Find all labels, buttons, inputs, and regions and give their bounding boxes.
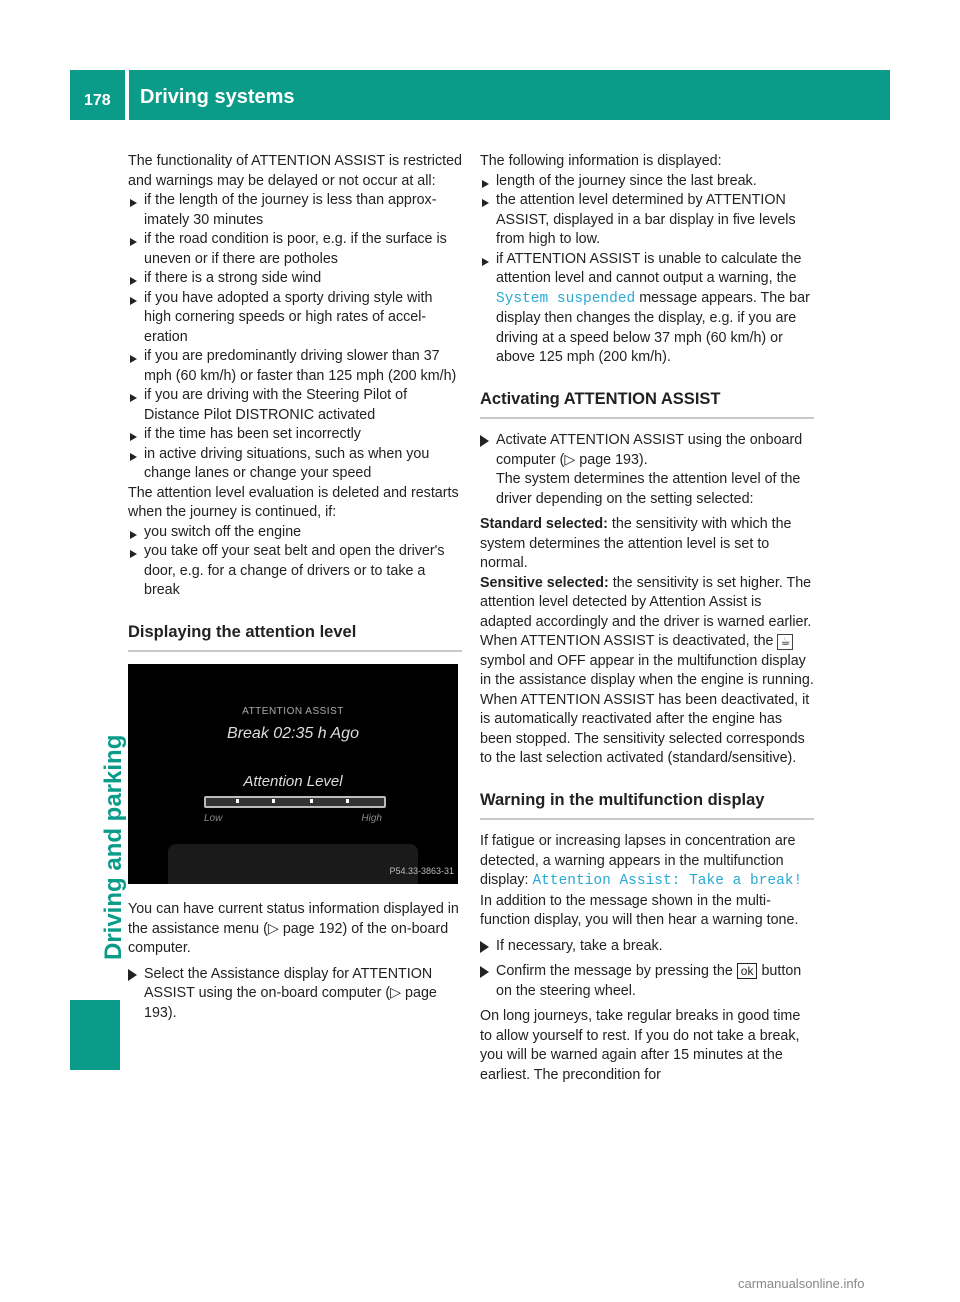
reset-condition-item: you switch off the engine: [128, 523, 462, 543]
warning-text: If fatigue or increasing lapses in concentration are detected, a warning appears in the multifunction display:: [480, 833, 796, 888]
sensitive-label: Sensitive selected:: [480, 574, 609, 591]
image-code: P54.33-3863-31: [389, 865, 454, 876]
deactivated-paragraph: [480, 632, 814, 691]
confirm-text: Confirm the message by pressing the: [496, 963, 733, 979]
confirm-text: button on the steering wheel.: [496, 963, 802, 999]
screen-high-label: High: [361, 813, 382, 824]
take-a-break-message: Attention Assist: Take a break!: [532, 873, 803, 889]
standard-label: Standard selected:: [480, 516, 608, 532]
reset-condition-item: you take off your seat belt and open the driver's door, e.g. for a change of drivers or to take a break: [128, 542, 462, 601]
bar-tick: [272, 799, 275, 803]
bar-tick: [236, 799, 239, 803]
instruction-step: Select the Assistance display for ATTENTION ASSIST using the on-board computer (▷ page 193).: [128, 965, 462, 1024]
reactivated-paragraph: When ATTENTION ASSIST has been deactivated, it is automatically reactivated after the engine has been stopped. The sensitivity selected corresponds to the last selection activated (standard/sensitive).: [480, 691, 810, 766]
condition-item: in active driving situations, such as when you change lanes or change your speed: [128, 445, 462, 484]
right-column: [480, 152, 814, 1085]
left-column: [128, 152, 462, 1023]
activate-step-text: Activate ATTENTION ASSIST using the onboard computer (▷ page 193).: [496, 432, 803, 468]
side-tab-block: [70, 1000, 120, 1070]
long-journeys-paragraph: On long journeys, take regular breaks in good time to allow yourself to rest. If you do not take a break, you will be warned again after 15 minutes at the earliest. The precondition for: [480, 1008, 801, 1083]
deactivated-text: symbol and OFF appear in the multifunction display in the assistance display when the engine is running.: [480, 652, 814, 688]
heading-activating: Activating ATTENTION ASSIST: [480, 390, 814, 420]
condition-item: if the road condition is poor, e.g. if the surface is uneven or if there are potholes: [128, 230, 462, 269]
info-item-text: message appears. The bar display then changes the display, e.g. if you are driving at a speed below 37 mph (60 km/h) or above 125 mph (200 km/h).: [496, 289, 810, 365]
attention-assist-display-image: [128, 664, 458, 884]
heading-warning: Warning in the multifunction display: [480, 791, 814, 821]
info-item: [480, 250, 814, 368]
condition-item: if you are predominantly driving slower than 37 mph (60 km/h) or faster than 125 mph (200 km/h): [128, 347, 462, 386]
info-item: length of the journey since the last break.: [480, 172, 814, 192]
screen-title: ATTENTION ASSIST: [242, 706, 344, 717]
side-tab-label: Driving and parking: [100, 734, 127, 960]
standard-text: the sensitivity with which the system determines the attention level is set to normal.: [480, 516, 792, 571]
condition-item: if the time has been set incorrectly: [128, 425, 462, 445]
screen-low-label: Low: [204, 813, 223, 824]
deactivated-text: When ATTENTION ASSIST is deactivated, the: [480, 633, 774, 649]
header-divider: [125, 70, 129, 120]
screen-lower-panel: [168, 844, 418, 884]
info-intro: The following information is displayed:: [480, 153, 722, 169]
page-number: 178: [84, 92, 111, 109]
bar-tick: [310, 799, 313, 803]
screen-break-time: Break 02:35 h Ago: [227, 725, 359, 742]
break-step: If necessary, take a break.: [480, 937, 814, 957]
sensitive-text: the sensitivity is set higher. The attention level detected by Attention Assist is adapted accordingly and the driver is warned earlier.: [480, 574, 812, 630]
warning-paragraph: [480, 832, 814, 892]
reset-intro: The attention level evaluation is deleted and restarts when the journey is continued, if:: [128, 484, 459, 520]
bar-tick: [346, 799, 349, 803]
system-suspended-message: System suspended: [496, 290, 636, 307]
side-tab: [70, 160, 127, 960]
activate-note: The system determines the attention level of the driver depending on the setting selected:: [496, 471, 801, 507]
confirm-step: [480, 962, 814, 1001]
info-item-text: if ATTENTION ASSIST is unable to calculate the attention level and cannot output a warning, the: [496, 250, 802, 286]
attention-level-bar: [204, 796, 386, 808]
condition-item: if you are driving with the Steering Pilot of Distance Pilot DISTRONIC activated: [128, 386, 462, 425]
warning-tone-paragraph: In addition to the message shown in the multifunction display, you will then hear a warning tone.: [480, 892, 799, 928]
heading-displaying-attention-level: Displaying the attention level: [128, 623, 462, 653]
status-paragraph: You can have current status information displayed in the assistance menu (▷ page 192) of the on-board computer.: [128, 901, 459, 956]
screen-level-label: Attention Level: [243, 773, 343, 790]
section-title: Driving systems: [140, 86, 295, 108]
standard-setting: [480, 515, 814, 574]
activate-step: [480, 431, 814, 509]
condition-item: if there is a strong side wind: [128, 269, 462, 289]
ok-key-icon: ok: [737, 963, 758, 979]
coffee-cup-icon: ☕: [777, 634, 793, 650]
condition-item: if the length of the journey is less than approximately 30 minutes: [128, 191, 462, 230]
watermark: carmanualsonline.info: [738, 1276, 865, 1291]
info-item: the attention level determined by ATTENTION ASSIST, displayed in a bar display in five levels from high to low.: [480, 191, 814, 250]
condition-item: if you have adopted a sporty driving style with high cornering speeds or high rates of acceleration: [128, 289, 462, 348]
intro-paragraph: The functionality of ATTENTION ASSIST is restricted and warnings may be delayed or not occur at all:: [128, 153, 462, 189]
sensitive-setting: [480, 574, 814, 633]
